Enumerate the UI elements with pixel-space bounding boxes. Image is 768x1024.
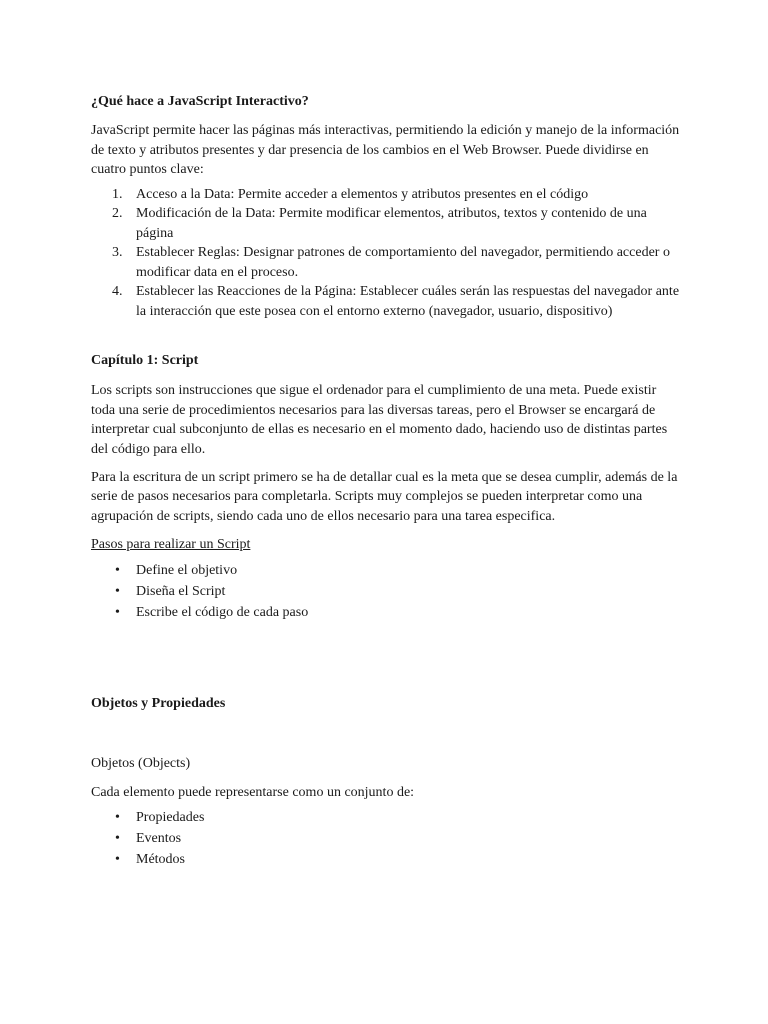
list-number: 1. (112, 186, 123, 202)
list-item (91, 581, 681, 602)
list-item-text: Define el objetivo (136, 563, 238, 579)
list-number: 3. (112, 245, 123, 261)
list-item (91, 849, 681, 870)
intro-paragraph: JavaScript permite hacer las páginas más interactivas, permitiendo la edición y manejo de la información de texto y atributos presentes y dar presencia de los cambios en el Web Browser. Puede dividirse en cuatro puntos clave: (91, 123, 680, 178)
script-paragraph-1: Los scripts son instrucciones que sigue el ordenador para el cumplimiento de una meta. Puede existir toda una serie de procedimientos necesarios para las diversas tareas, pero el Browser se encargará de interpretar cual subconjunto de ellas es necesario en el momento dado, haciendo uso de distintas partes del código para ello. (91, 383, 668, 458)
list-item (91, 807, 681, 828)
list-item (91, 185, 681, 205)
list-item (91, 828, 681, 849)
list-item-text: Escribe el código de cada paso (136, 605, 309, 621)
list-item-text: Diseña el Script (136, 584, 226, 600)
steps-list (91, 560, 681, 623)
script-paragraph-2: Para la escritura de un script primero se ha de detallar cual es la meta que se desea cumplir, además de la serie de pasos necesarios para completarla. Scripts muy complejos se pueden interpretar como una agrupación de scripts, siendo cada uno de ellos necesario para una tarea especifica. (91, 469, 678, 524)
list-item (91, 204, 681, 243)
bullet-icon: • (115, 810, 120, 826)
list-item-text: Eventos (136, 831, 182, 847)
bullet-icon: • (115, 831, 120, 847)
objects-intro: Cada elemento puede representarse como un conjunto de: (91, 784, 415, 800)
objects-list (91, 807, 681, 870)
list-item-text: Acceso a la Data: Permite acceder a elementos y atributos presentes en el código (136, 186, 589, 202)
bullet-icon: • (115, 584, 120, 600)
list-item-text: Modificación de la Data: Permite modificar elementos, atributos, textos y contenido de una página (136, 206, 647, 241)
list-item-text: Propiedades (136, 810, 205, 826)
section-heading-interactive: ¿Qué hace a JavaScript Interactivo? (91, 94, 309, 109)
bullet-icon: • (115, 852, 120, 868)
list-item (91, 282, 681, 321)
list-number: 2. (112, 206, 123, 222)
list-item-text: Establecer las Reacciones de la Página: Establecer cuáles serán las respuestas del navegador ante la interacción que este posea con el entorno externo (navegador, usuario, dispositivo) (136, 284, 680, 319)
list-item-text: Métodos (136, 852, 185, 868)
list-number: 4. (112, 284, 123, 300)
key-points-list (91, 185, 681, 322)
bullet-icon: • (115, 605, 120, 621)
objects-subheading: Objetos (Objects) (91, 756, 191, 772)
section-heading-objects: Objetos y Propiedades (91, 696, 226, 712)
bullet-icon: • (115, 563, 120, 579)
document-content (91, 92, 681, 870)
list-item (91, 602, 681, 623)
steps-title: Pasos para realizar un Script (91, 537, 251, 553)
list-item (91, 243, 681, 282)
list-item (91, 560, 681, 581)
list-item-text: Establecer Reglas: Designar patrones de comportamiento del navegador, permitiendo acceder o modificar data en el proceso. (136, 245, 670, 280)
section-heading-script: Capítulo 1: Script (91, 353, 199, 369)
